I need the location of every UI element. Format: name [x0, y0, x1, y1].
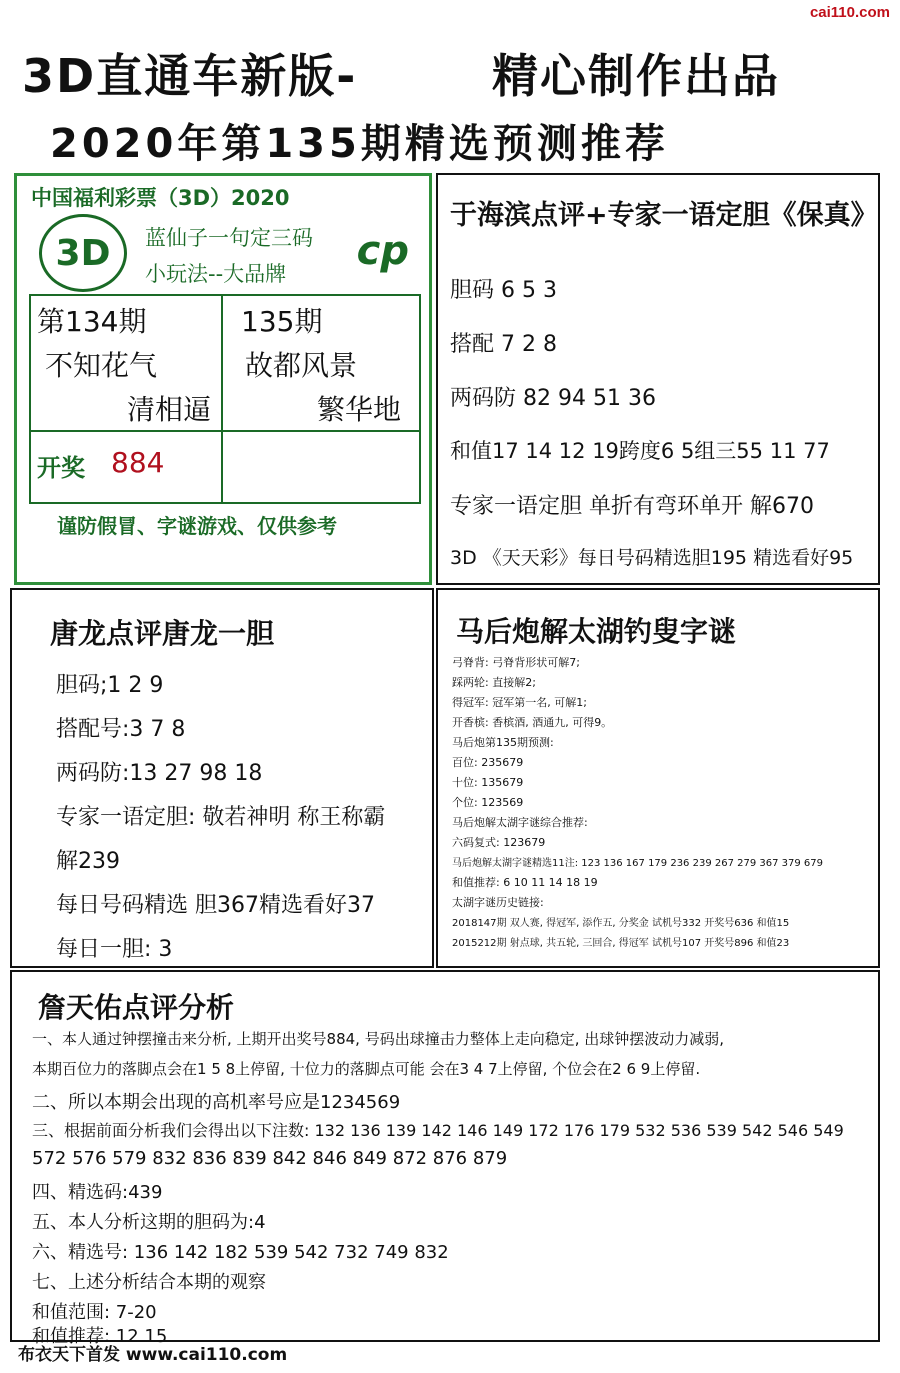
riddle-grid: [29, 294, 421, 504]
riddle-line: 个位: 123569: [452, 796, 524, 809]
panel-line: 专家一语定胆: 敬若神明 称王称霸: [56, 805, 386, 830]
analysis-line: 三、根据前面分析我们会得出以下注数: 132 136 139 142 146 149 172 176 179 532 536 539 542 546 549: [32, 1121, 844, 1140]
analysis-line: 和值推荐: 12 15: [32, 1326, 168, 1347]
panel-line: 每日号码精选 胆367精选看好37: [56, 893, 375, 918]
analysis-panel: [10, 970, 880, 1347]
cp-logo-icon: cp: [356, 228, 409, 274]
analysis-line: 本期百位力的落脚点会在1 5 8上停留, 十位力的落脚点可能 会在3 4 7上停留, 个位会在2 6 9上停留.: [32, 1060, 701, 1078]
analysis-line: 一、本人通过钟摆撞击来分析, 上期开出奖号884, 号码出球撞击力整体上走向稳定, 出球钟摆波动力减弱,: [32, 1030, 725, 1048]
panel-title: 詹天佑点评分析: [38, 991, 235, 1024]
riddle-line: 2018147期 双人赛, 得冠军, 添作五, 分奖金 试机号332 开奖号636 和值15: [452, 918, 790, 929]
riddle-line: 马后炮解太湖字谜精选11注: 123 136 167 179 236 239 267 279 367 379 679: [452, 858, 824, 869]
expert-panel-tang: [10, 588, 434, 968]
panel-line: 每日一胆: 3: [56, 937, 173, 962]
riddle-line: 百位: 235679: [452, 756, 524, 769]
riddle-line: 2015212期 射点球, 共五轮, 三回合, 得冠军 试机号107 开奖号896 和值23: [452, 938, 790, 949]
panel-line: 胆码;1 2 9: [56, 673, 164, 698]
panel-line: 3D 《天天彩》每日号码精选胆195 精选看好95: [450, 547, 854, 569]
analysis-line: 六、精选号: 136 142 182 539 542 732 749 832: [32, 1242, 449, 1263]
panel-line: 专家一语定胆 单折有弯环单开 解670: [450, 494, 814, 519]
riddle-line: 十位: 135679: [452, 776, 524, 789]
panel-title: 于海滨点评+专家一语定胆《保真》: [450, 200, 878, 231]
riddle-line: 弓脊背: 弓脊背形状可解7;: [452, 656, 580, 669]
panel-line: 搭配 7 2 8: [450, 332, 557, 357]
panel-line: 和值17 14 12 19跨度6 5组三55 11 77: [450, 439, 830, 463]
riddle-line: 和值推荐: 6 10 11 14 18 19: [452, 876, 598, 889]
cur-riddle-1: 故都风景: [245, 349, 358, 382]
title-left: 3D直通车新版-: [22, 49, 358, 103]
footer-source[interactable]: 布衣天下首发 www.cai110.com: [18, 1345, 288, 1365]
riddle-line: 踩两轮: 直接解2;: [452, 676, 536, 689]
panel-line: 两码防:13 27 98 18: [56, 761, 263, 786]
analysis-line: 四、精选码:439: [32, 1182, 163, 1203]
riddle-line: 马后炮解太湖字谜综合推荐:: [452, 816, 588, 829]
prev-riddle-2: 清相逼: [127, 393, 212, 426]
draw-label: 开奖: [37, 454, 85, 482]
panel-title: 唐龙点评唐龙一胆: [50, 617, 275, 650]
riddle-panel: [436, 588, 880, 968]
page-title: [22, 40, 780, 106]
slogan-line1: 蓝仙子一句定三码: [145, 226, 313, 250]
prev-issue: 第134期: [37, 305, 147, 338]
cur-riddle-2: 繁华地: [317, 393, 402, 426]
page-subtitle: 2020年第135期精选预测推荐: [50, 121, 669, 167]
lottery-card-title: 中国福利彩票（3D）2020: [31, 186, 290, 210]
riddle-line: 开香槟: 香槟酒, 酒通九, 可得9。: [452, 716, 613, 729]
3d-logo-icon: 3D: [39, 214, 127, 292]
riddle-line: 六码复式: 123679: [452, 836, 546, 849]
analysis-line: 572 576 579 832 836 839 842 846 849 872 876 879: [32, 1148, 508, 1169]
panel-line: 搭配号:3 7 8: [56, 717, 186, 742]
panel-line: 解239: [56, 849, 120, 874]
riddle-line: 得冠军: 冠军第一名, 可解1;: [452, 696, 587, 709]
expert-panel-yu: [436, 173, 880, 585]
disclaimer: 谨防假冒、字谜游戏、仅供参考: [57, 514, 337, 538]
panel-title: 马后炮解太湖钓叟字谜: [456, 615, 737, 648]
panel-line: 两码防 82 94 51 36: [450, 386, 656, 411]
title-right: 精心制作出品: [492, 49, 780, 103]
panel-line: 胆码 6 5 3: [450, 278, 557, 303]
lottery-card: [14, 173, 432, 585]
prev-riddle-1: 不知花气: [45, 349, 158, 382]
riddle-line: 马后炮第135期预测:: [452, 736, 554, 749]
analysis-line: 和值范围: 7-20: [32, 1302, 157, 1323]
analysis-line: 五、本人分析这期的胆码为:4: [32, 1212, 266, 1233]
analysis-line: 二、所以本期会出现的高机率号应是1234569: [32, 1092, 401, 1113]
draw-value: 884: [111, 446, 165, 479]
site-tag[interactable]: cai110.com: [809, 4, 890, 21]
cur-issue: 135期: [241, 305, 323, 338]
slogan-line2: 小玩法--大品牌: [145, 262, 287, 286]
riddle-line: 太湖字谜历史链接:: [452, 896, 544, 909]
analysis-line: 七、上述分析结合本期的观察: [32, 1272, 266, 1293]
